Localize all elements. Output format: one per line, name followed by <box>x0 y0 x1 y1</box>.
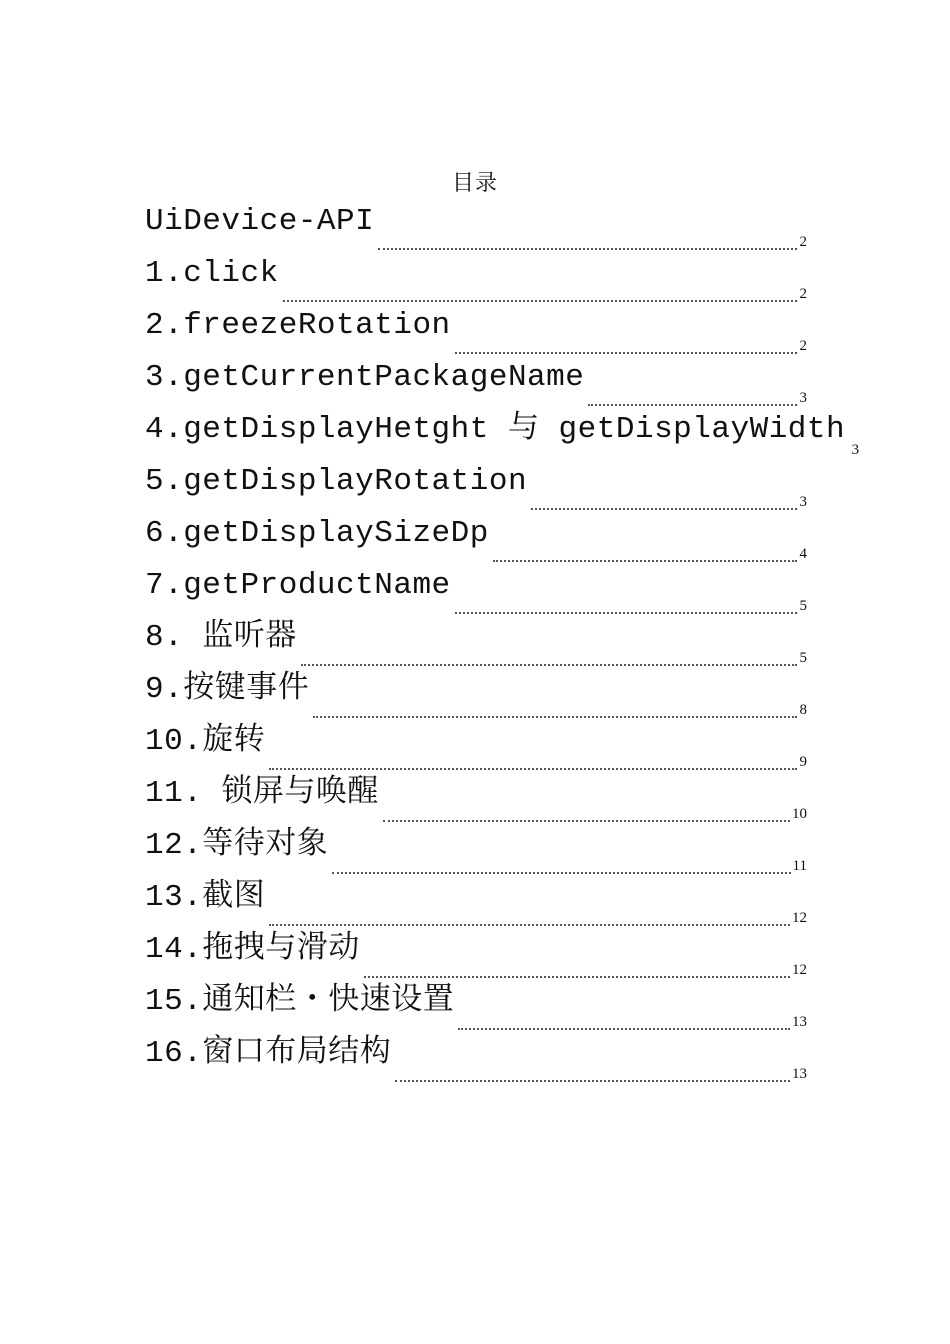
toc-dot-leader <box>269 910 790 926</box>
toc-entry-label: 13.截图 <box>145 880 266 915</box>
toc-entry-label: 15.通知栏・快速设置 <box>145 984 455 1019</box>
toc-page-number: 12 <box>792 910 807 926</box>
toc-dot-leader <box>395 1066 790 1082</box>
toc-entry-label: 11. 锁屏与唤醒 <box>145 776 379 811</box>
toc-entry-label: 1.click <box>145 256 279 291</box>
toc-title: 目录 <box>451 171 498 196</box>
toc-page-number: 3 <box>799 494 807 510</box>
toc-dot-leader <box>531 494 797 510</box>
toc-row[interactable] <box>145 1032 807 1084</box>
toc-row[interactable] <box>145 824 807 876</box>
toc-dot-leader <box>269 754 797 770</box>
toc-page-number: 3 <box>851 442 860 458</box>
toc-row[interactable] <box>145 460 807 512</box>
toc-row[interactable] <box>145 252 807 304</box>
toc-entry-label: 3.getCurrentPackageName <box>145 360 585 395</box>
toc-page-number: 11 <box>792 858 807 874</box>
toc-row[interactable] <box>145 772 807 824</box>
toc-row[interactable] <box>145 876 807 928</box>
toc-row[interactable] <box>145 564 807 616</box>
toc-page-number: 9 <box>799 754 807 770</box>
toc-entry-label: 5.getDisplayRotation <box>145 464 528 499</box>
toc-page-number: 4 <box>799 546 807 562</box>
toc-row[interactable] <box>145 512 807 564</box>
toc-dot-leader <box>383 806 790 822</box>
toc-row[interactable] <box>145 668 807 720</box>
toc-page-number: 2 <box>799 234 807 250</box>
toc-page-number: 3 <box>799 390 807 406</box>
toc-dot-leader <box>455 338 797 354</box>
toc-entry-label: 4.getDisplayHetght 与 getDisplayWidth <box>145 412 846 447</box>
toc-row[interactable] <box>145 200 807 252</box>
toc-entry-label: UiDevice-API <box>145 204 375 239</box>
toc-dot-leader <box>332 858 790 874</box>
toc-dot-leader <box>378 234 797 250</box>
toc-page-number: 10 <box>792 806 807 822</box>
toc-dot-leader <box>493 546 797 562</box>
toc-dot-leader <box>364 962 790 978</box>
toc-entry-label: 14.拖拽与滑动 <box>145 932 360 967</box>
toc-page-number: 2 <box>799 338 807 354</box>
toc-row[interactable] <box>145 356 807 408</box>
toc-entry-label: 2.freezeRotation <box>145 308 451 343</box>
toc-page-number: 5 <box>799 598 807 614</box>
toc-row[interactable] <box>145 304 807 356</box>
toc-entry-label: 6.getDisplaySizeDp <box>145 516 489 551</box>
toc-entry-label: 9.按键事件 <box>145 672 310 707</box>
toc-page-number: 12 <box>792 962 807 978</box>
toc-row[interactable] <box>145 408 860 460</box>
toc-page-number: 8 <box>799 702 807 718</box>
table-of-contents <box>145 200 860 1084</box>
toc-entry-label: 10.旋转 <box>145 724 266 759</box>
toc-dot-leader <box>313 702 797 718</box>
toc-dot-leader <box>588 390 797 406</box>
toc-row[interactable] <box>145 720 807 772</box>
toc-row[interactable] <box>145 616 807 668</box>
toc-dot-leader <box>283 286 797 302</box>
toc-row[interactable] <box>145 928 807 980</box>
toc-dot-leader <box>455 598 797 614</box>
toc-entry-label: 7.getProductName <box>145 568 451 603</box>
toc-dot-leader <box>301 650 797 666</box>
toc-page-number: 2 <box>799 286 807 302</box>
toc-entry-label: 16.窗口布局结构 <box>145 1036 392 1071</box>
toc-page-number: 13 <box>792 1014 807 1030</box>
toc-entry-label: 12.等待对象 <box>145 828 329 863</box>
toc-row[interactable] <box>145 980 807 1032</box>
toc-dot-leader <box>458 1014 790 1030</box>
toc-page-number: 13 <box>792 1066 807 1082</box>
toc-page-number: 5 <box>799 650 807 666</box>
toc-entry-label: 8. 监听器 <box>145 620 297 655</box>
